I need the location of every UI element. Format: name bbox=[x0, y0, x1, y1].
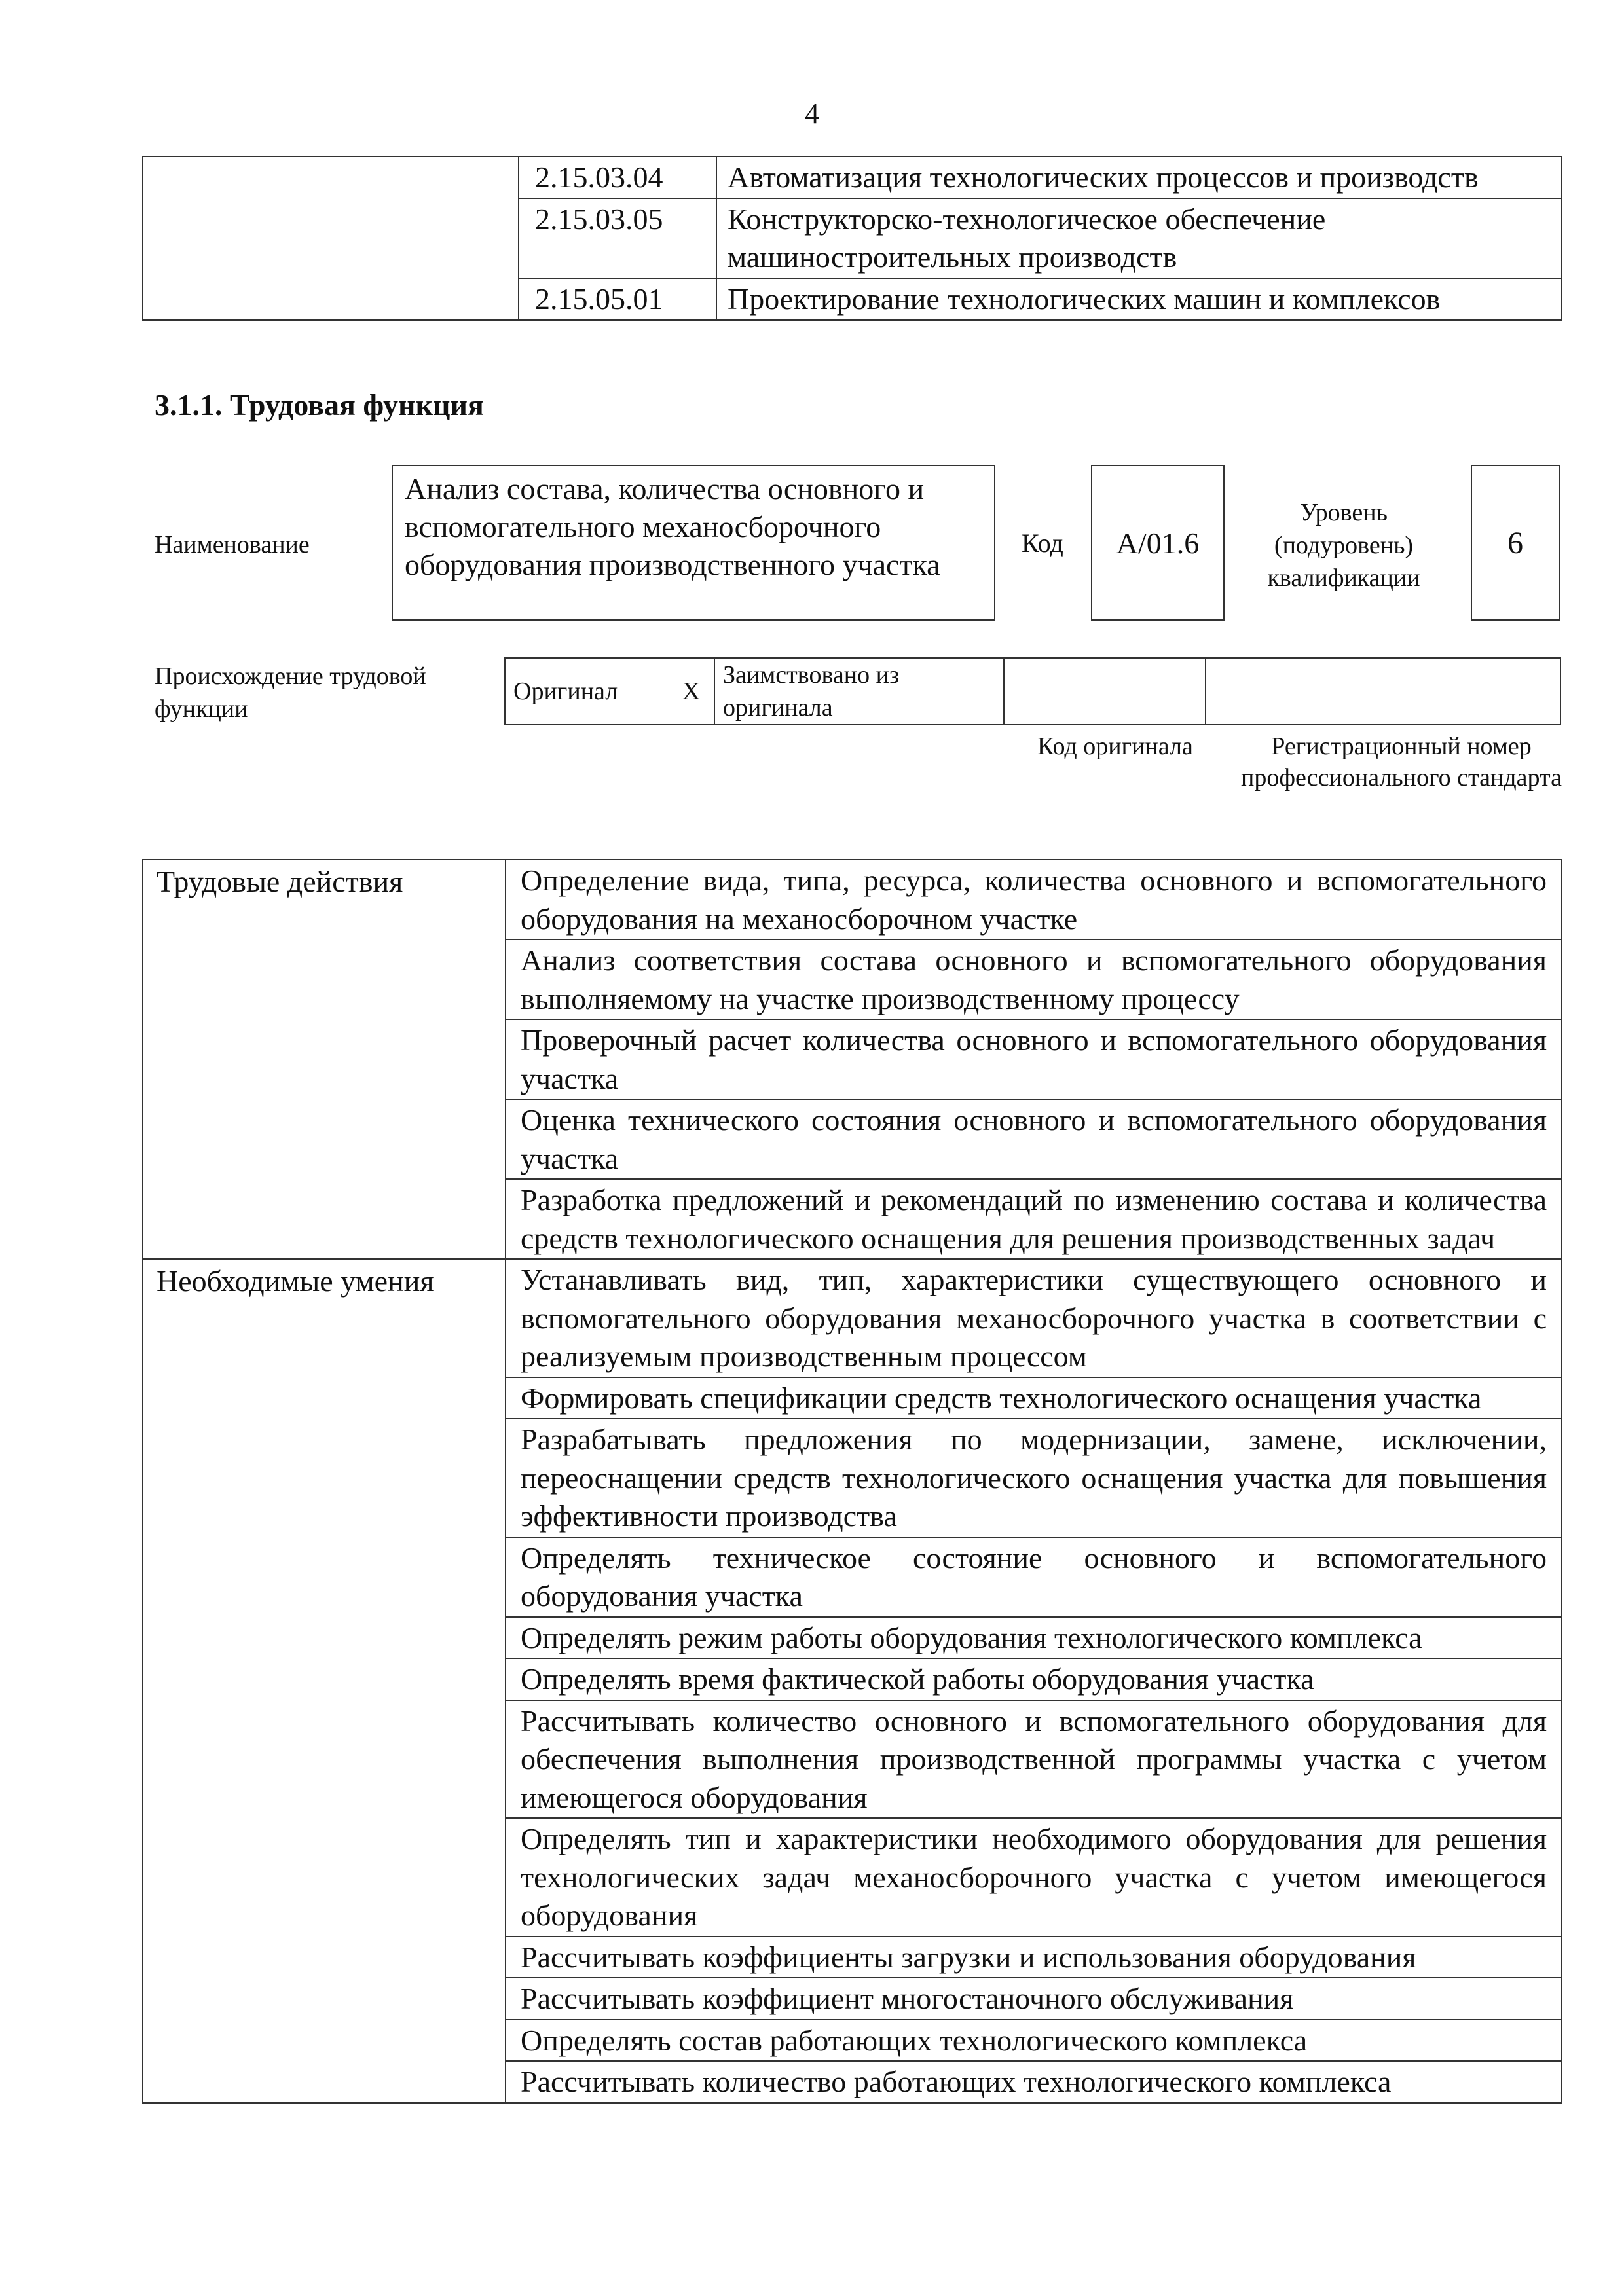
table-row bbox=[143, 1259, 1562, 1377]
item-cell: Анализ соответствия состава основного и вспомогательного оборудования выполняемому на участке производственному процессу bbox=[506, 939, 1562, 1019]
item-cell: Определять техническое состояние основного и вспомогательного оборудования участка bbox=[506, 1537, 1562, 1617]
item-cell: Определять тип и характеристики необходимого оборудования для решения технологических задач механосборочного участка с учетом имеющегося оборудования bbox=[506, 1818, 1562, 1937]
item-cell: Определение вида, типа, ресурса, количества основного и вспомогательного оборудования на механосборочном участке bbox=[506, 860, 1562, 939]
table-row bbox=[143, 860, 1562, 939]
origin-label: Происхождение трудовой функции bbox=[155, 663, 426, 723]
specialty-name: Проектирование технологических машин и комплексов bbox=[716, 278, 1562, 320]
item-cell: Разрабатывать предложения по модернизации, замене, исключении, переоснащении средств технологического оснащения участка для повышения эффективности производства bbox=[506, 1419, 1562, 1537]
code-box: А/01.6 bbox=[1091, 465, 1225, 621]
specialty-code: 2.15.03.04 bbox=[519, 156, 716, 198]
item-cell: Рассчитывать коэффициенты загрузки и использования оборудования bbox=[506, 1937, 1562, 1978]
specialty-code: 2.15.05.01 bbox=[519, 278, 716, 320]
original-code-label: Код оригинала bbox=[1037, 733, 1193, 760]
item-cell: Рассчитывать количество основного и вспомогательного оборудования для обеспечения выполнения производственной программы участка с учетом имеющегося оборудования bbox=[506, 1700, 1562, 1819]
reg-number-cell bbox=[1206, 658, 1560, 725]
item-cell: Определять состав работающих технологического комплекса bbox=[506, 2020, 1562, 2062]
qualification-level-label: Уровень (подуровень) квалификации bbox=[1267, 499, 1420, 592]
category-cell: Трудовые действия bbox=[143, 860, 506, 1259]
item-cell: Формировать спецификации средств технологического оснащения участка bbox=[506, 1377, 1562, 1419]
name-label: Наименование bbox=[155, 531, 310, 558]
origin-original-cell: Оригинал bbox=[505, 658, 669, 725]
page-number: 4 bbox=[805, 98, 819, 130]
specialty-table bbox=[142, 156, 1562, 321]
specialty-code: 2.15.03.05 bbox=[519, 198, 716, 278]
empty-cell bbox=[143, 156, 519, 320]
labor-function-table bbox=[142, 859, 1562, 2104]
category-cell: Необходимые умения bbox=[143, 1259, 506, 2103]
item-cell: Проверочный расчет количества основного и вспомогательного оборудования участка bbox=[506, 1019, 1562, 1099]
specialty-name: Автоматизация технологических процессов и производств bbox=[716, 156, 1562, 198]
section-title: 3.1.1. Трудовая функция bbox=[155, 388, 484, 422]
origin-mark: Х bbox=[669, 658, 714, 725]
origin-borrowed-cell: Заимствовано из оригинала bbox=[714, 658, 1004, 725]
specialty-name: Конструкторско-технологическое обеспечение машиностроительных производств bbox=[716, 198, 1562, 278]
item-cell: Разработка предложений и рекомендаций по изменению состава и количества средств технологического оснащения для решения производственных задач bbox=[506, 1179, 1562, 1259]
item-cell: Оценка технического состояния основного и вспомогательного оборудования участка bbox=[506, 1099, 1562, 1179]
original-code-cell bbox=[1004, 658, 1206, 725]
item-cell: Рассчитывать количество работающих технологического комплекса bbox=[506, 2061, 1562, 2103]
qualification-level-box: 6 bbox=[1471, 465, 1560, 621]
item-cell: Устанавливать вид, тип, характеристики существующего основного и вспомогательного оборудования механосборочного участка в соответствии с реализуемым производственным процессом bbox=[506, 1259, 1562, 1377]
reg-number-label: Регистрационный номер профессионального стандарта bbox=[1241, 733, 1562, 792]
table-row bbox=[143, 156, 1562, 198]
function-name-box: Анализ состава, количества основного и вспомогательного механосборочного оборудования производственного участка bbox=[392, 465, 995, 621]
origin-table bbox=[504, 657, 1561, 725]
item-cell: Определять время фактической работы оборудования участка bbox=[506, 1658, 1562, 1700]
item-cell: Определять режим работы оборудования технологического комплекса bbox=[506, 1617, 1562, 1659]
code-label: Код bbox=[1022, 528, 1063, 558]
item-cell: Рассчитывать коэффициент многостаночного обслуживания bbox=[506, 1978, 1562, 2020]
